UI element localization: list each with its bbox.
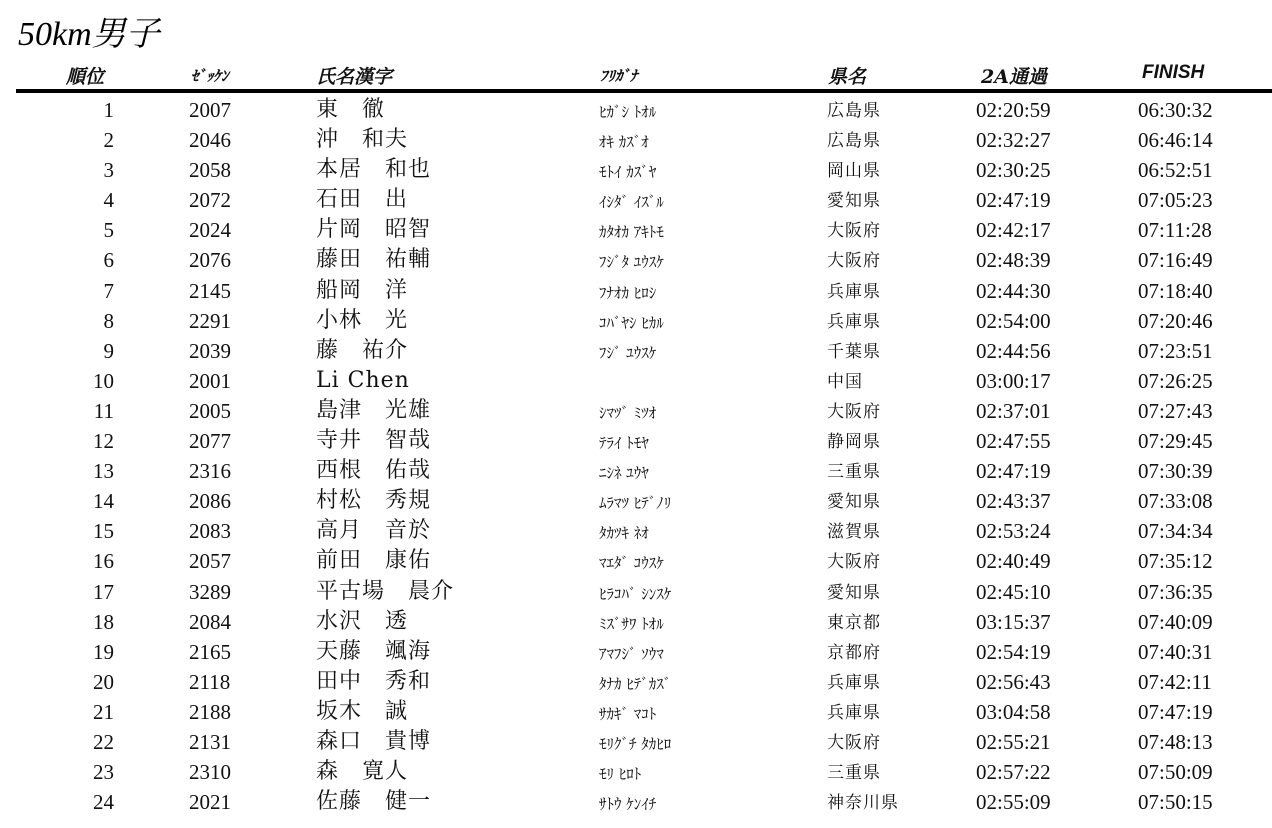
bib-cell: 2005	[189, 398, 231, 423]
table-row	[0, 637, 1272, 667]
bib-cell: 2001	[189, 368, 231, 393]
header-rank: 順位	[66, 66, 105, 88]
bib-cell: 2077	[189, 429, 231, 454]
kana-cell: ｼﾏﾂﾞ ﾐﾂｵ	[599, 403, 657, 422]
prefecture-cell: 兵庫県	[827, 281, 881, 302]
split-time-cell: 02:30:25	[976, 158, 1051, 183]
name-cell: 高月 音於	[316, 518, 432, 544]
finish-time-cell: 07:16:49	[1138, 248, 1213, 273]
name-cell: 船岡 洋	[316, 277, 409, 303]
finish-time-cell: 07:30:39	[1138, 459, 1213, 484]
prefecture-cell: 三重県	[827, 462, 881, 483]
kana-cell: ﾆｼﾈ ﾕｳﾔ	[599, 464, 649, 483]
table-row	[0, 276, 1272, 306]
name-cell: 片岡 昭智	[316, 217, 432, 243]
finish-time-cell: 06:30:32	[1138, 98, 1213, 122]
table-row	[0, 516, 1272, 546]
table-row	[0, 486, 1272, 516]
prefecture-cell: 神奈川県	[827, 793, 899, 814]
bib-cell: 2083	[189, 519, 231, 544]
prefecture-cell: 大阪府	[827, 251, 881, 272]
rank-cell: 5	[103, 218, 114, 243]
rank-cell: 17	[93, 579, 114, 604]
kana-cell: ﾑﾗﾏﾂ ﾋﾃﾞﾉﾘ	[599, 494, 672, 513]
split-time-cell: 02:57:22	[976, 760, 1051, 785]
table-row	[0, 125, 1272, 155]
prefecture-cell: 京都府	[827, 642, 881, 663]
kana-cell: ﾌｼﾞﾀ ﾕｳｽｹ	[599, 253, 664, 272]
prefecture-cell: 岡山県	[827, 161, 881, 182]
split-time-cell: 02:37:01	[976, 398, 1051, 423]
rank-cell: 10	[93, 368, 114, 393]
table-row	[0, 306, 1272, 336]
split-time-cell: 03:00:17	[976, 368, 1051, 393]
kana-cell: ﾃﾗｲ ﾄﾓﾔ	[599, 434, 649, 453]
bib-cell: 2024	[189, 218, 231, 243]
prefecture-cell: 千葉県	[827, 341, 881, 362]
table-row	[0, 757, 1272, 787]
rank-cell: 24	[93, 790, 114, 815]
split-time-cell: 02:44:56	[976, 338, 1051, 363]
header-finish: FINISH	[1142, 62, 1205, 83]
rank-cell: 9	[103, 338, 114, 363]
split-time-cell: 02:32:27	[976, 128, 1051, 153]
bib-cell: 2076	[189, 248, 231, 273]
table-row	[0, 607, 1272, 637]
bib-cell: 2145	[189, 278, 231, 303]
split-time-cell: 02:55:09	[976, 790, 1051, 815]
table-row	[0, 185, 1272, 215]
bib-cell: 2131	[189, 729, 231, 754]
bib-cell: 2310	[189, 760, 231, 785]
bib-cell: 2039	[189, 338, 231, 363]
finish-time-cell: 07:40:09	[1138, 609, 1213, 634]
kana-cell: ﾓﾘ ﾋﾛﾄ	[599, 765, 642, 784]
split-time-cell: 02:20:59	[976, 98, 1051, 122]
table-row	[0, 577, 1272, 607]
kana-cell: ﾋﾗｺﾊﾞ ｼﾝｽｹ	[599, 584, 672, 603]
name-cell: Li Chen	[316, 367, 410, 393]
finish-time-cell: 07:29:45	[1138, 429, 1213, 454]
name-cell: 天藤 颯海	[316, 638, 432, 664]
header-divider	[16, 89, 1272, 93]
kana-cell: ﾓﾘｸﾞﾁ ﾀｶﾋﾛ	[599, 734, 672, 753]
header-name: 氏名漢字	[316, 66, 393, 88]
prefecture-cell: 大阪府	[827, 221, 881, 242]
kana-cell: ｲｼﾀﾞ ｲｽﾞﾙ	[599, 193, 664, 212]
split-time-cell: 03:04:58	[976, 699, 1051, 724]
table-row	[0, 546, 1272, 576]
prefecture-cell: 大阪府	[827, 401, 881, 422]
header-kana: ﾌﾘｶﾞﾅ	[600, 67, 638, 85]
table-row	[0, 336, 1272, 366]
prefecture-cell: 中国	[827, 371, 863, 392]
prefecture-cell: 三重県	[827, 763, 881, 784]
split-time-cell: 02:47:19	[976, 188, 1051, 213]
kana-cell: ﾀﾅｶ ﾋﾃﾞｶｽﾞ	[599, 674, 672, 693]
split-time-cell: 02:55:21	[976, 729, 1051, 754]
table-row	[0, 667, 1272, 697]
rank-cell: 22	[93, 729, 114, 754]
rank-cell: 2	[103, 128, 114, 153]
table-row	[0, 426, 1272, 456]
name-cell: 坂木 誠	[316, 698, 409, 724]
split-time-cell: 02:53:24	[976, 519, 1051, 544]
bib-cell: 2316	[189, 459, 231, 484]
table-row	[0, 727, 1272, 757]
finish-time-cell: 07:47:19	[1138, 699, 1213, 724]
finish-time-cell: 06:52:51	[1138, 158, 1213, 183]
finish-time-cell: 07:11:28	[1138, 218, 1212, 243]
prefecture-cell: 愛知県	[827, 492, 881, 513]
header-split: 2A通過	[981, 66, 1047, 88]
rank-cell: 6	[103, 248, 114, 273]
kana-cell: ﾐｽﾞｻﾜ ﾄｵﾙ	[599, 614, 664, 633]
bib-cell: 2188	[189, 699, 231, 724]
kana-cell: ｻｶｷﾞ ﾏｺﾄ	[599, 704, 657, 723]
kana-cell: ｵｷ ｶｽﾞｵ	[599, 133, 649, 152]
rank-cell: 18	[93, 609, 114, 634]
kana-cell: ﾓﾄｲ ｶｽﾞﾔ	[599, 163, 657, 182]
name-cell: 佐藤 健一	[316, 789, 432, 815]
bib-cell: 3289	[189, 579, 231, 604]
kana-cell: ｶﾀｵｶ ｱｷﾄﾓ	[599, 223, 664, 242]
name-cell: 藤 祐介	[316, 337, 409, 363]
finish-time-cell: 07:33:08	[1138, 489, 1213, 514]
prefecture-cell: 大阪府	[827, 732, 881, 753]
name-cell: 東 徹	[316, 97, 386, 122]
split-time-cell: 02:44:30	[976, 278, 1051, 303]
table-header	[0, 60, 1272, 90]
prefecture-cell: 広島県	[827, 131, 881, 152]
name-cell: 小林 光	[316, 307, 409, 333]
prefecture-cell: 静岡県	[827, 432, 881, 453]
split-time-cell: 03:15:37	[976, 609, 1051, 634]
name-cell: 島津 光雄	[316, 397, 432, 423]
kana-cell: ｻﾄｳ ｹﾝｲﾁ	[599, 795, 657, 814]
table-row	[0, 396, 1272, 426]
rank-cell: 11	[93, 398, 114, 423]
split-time-cell: 02:47:19	[976, 459, 1051, 484]
table-row	[0, 245, 1272, 275]
finish-time-cell: 07:20:46	[1138, 308, 1213, 333]
rank-cell: 20	[93, 669, 114, 694]
name-cell: 石田 出	[316, 187, 409, 213]
kana-cell: ﾋｶﾞｼ ﾄｵﾙ	[599, 103, 657, 121]
prefecture-cell: 兵庫県	[827, 672, 881, 693]
prefecture-cell: 愛知県	[827, 582, 881, 603]
rank-cell: 23	[93, 760, 114, 785]
bib-cell: 2086	[189, 489, 231, 514]
rank-cell: 4	[103, 188, 114, 213]
rank-cell: 3	[103, 158, 114, 183]
kana-cell: ﾌｼﾞ ﾕｳｽｹ	[599, 343, 657, 362]
rank-cell: 14	[93, 489, 114, 514]
table-row	[0, 787, 1272, 817]
finish-time-cell: 07:42:11	[1138, 669, 1212, 694]
bib-cell: 2007	[189, 98, 231, 122]
bib-cell: 2057	[189, 549, 231, 574]
kana-cell: ｱﾏﾌｼﾞ ｿｳﾏ	[599, 644, 664, 663]
finish-time-cell: 07:50:09	[1138, 760, 1213, 785]
split-time-cell: 02:47:55	[976, 429, 1051, 454]
finish-time-cell: 07:36:35	[1138, 579, 1213, 604]
rank-cell: 16	[93, 549, 114, 574]
finish-time-cell: 07:50:15	[1138, 790, 1213, 815]
split-time-cell: 02:45:10	[976, 579, 1051, 604]
name-cell: 前田 康佑	[316, 548, 432, 574]
bib-cell: 2165	[189, 639, 231, 664]
finish-time-cell: 07:35:12	[1138, 549, 1213, 574]
name-cell: 平古場 晨介	[316, 578, 455, 604]
prefecture-cell: 滋賀県	[827, 522, 881, 543]
table-row	[0, 366, 1272, 396]
name-cell: 沖 和夫	[316, 127, 409, 153]
prefecture-cell: 大阪府	[827, 552, 881, 573]
name-cell: 森口 貴博	[316, 728, 432, 754]
bib-cell: 2118	[189, 669, 231, 694]
split-time-cell: 02:54:00	[976, 308, 1051, 333]
rank-cell: 13	[93, 459, 114, 484]
bib-cell: 2072	[189, 188, 231, 213]
finish-time-cell: 07:18:40	[1138, 278, 1213, 303]
prefecture-cell: 広島県	[827, 101, 881, 121]
split-time-cell: 02:42:17	[976, 218, 1051, 243]
kana-cell: ﾏｴﾀﾞ ｺｳｽｹ	[599, 554, 664, 573]
rank-cell: 12	[93, 429, 114, 454]
bib-cell: 2291	[189, 308, 231, 333]
finish-time-cell: 07:40:31	[1138, 639, 1213, 664]
finish-time-cell: 07:05:23	[1138, 188, 1213, 213]
kana-cell: ﾀｶﾂｷ ﾈｵ	[599, 524, 649, 543]
rank-cell: 15	[93, 519, 114, 544]
table-row	[0, 456, 1272, 486]
name-cell: 本居 和也	[316, 157, 432, 183]
bib-cell: 2084	[189, 609, 231, 634]
prefecture-cell: 兵庫県	[827, 702, 881, 723]
finish-time-cell: 07:27:43	[1138, 398, 1213, 423]
split-time-cell: 02:48:39	[976, 248, 1051, 273]
split-time-cell: 02:54:19	[976, 639, 1051, 664]
table-row	[0, 697, 1272, 727]
rank-cell: 7	[103, 278, 114, 303]
kana-cell: ｺﾊﾞﾔｼ ﾋｶﾙ	[599, 313, 664, 332]
prefecture-cell: 東京都	[827, 612, 881, 633]
prefecture-cell: 愛知県	[827, 191, 881, 212]
table-row	[0, 155, 1272, 185]
finish-time-cell: 06:46:14	[1138, 128, 1213, 153]
rank-cell: 21	[93, 699, 114, 724]
rank-cell: 19	[93, 639, 114, 664]
finish-time-cell: 07:48:13	[1138, 729, 1213, 754]
name-cell: 藤田 祐輔	[316, 247, 432, 273]
split-time-cell: 02:56:43	[976, 669, 1051, 694]
results-table	[0, 95, 1272, 817]
name-cell: 寺井 智哉	[316, 428, 432, 454]
header-bib: ｾﾞｯｹﾝ	[191, 67, 229, 85]
table-row	[0, 215, 1272, 245]
bib-cell: 2046	[189, 128, 231, 153]
name-cell: 水沢 透	[316, 608, 409, 634]
prefecture-cell: 兵庫県	[827, 311, 881, 332]
name-cell: 西根 佑哉	[316, 458, 432, 484]
name-cell: 村松 秀規	[316, 488, 432, 514]
page-title: 50km男子	[18, 16, 160, 53]
finish-time-cell: 07:34:34	[1138, 519, 1213, 544]
kana-cell: ﾌﾅｵｶ ﾋﾛｼ	[599, 283, 657, 302]
finish-time-cell: 07:26:25	[1138, 368, 1213, 393]
bib-cell: 2021	[189, 790, 231, 815]
name-cell: 森 寛人	[316, 759, 409, 785]
finish-time-cell: 07:23:51	[1138, 338, 1213, 363]
split-time-cell: 02:40:49	[976, 549, 1051, 574]
table-row	[0, 95, 1272, 125]
name-cell: 田中 秀和	[316, 668, 432, 694]
split-time-cell: 02:43:37	[976, 489, 1051, 514]
rank-cell: 8	[103, 308, 114, 333]
rank-cell: 1	[103, 98, 114, 122]
bib-cell: 2058	[189, 158, 231, 183]
header-prefecture: 県名	[828, 66, 867, 88]
